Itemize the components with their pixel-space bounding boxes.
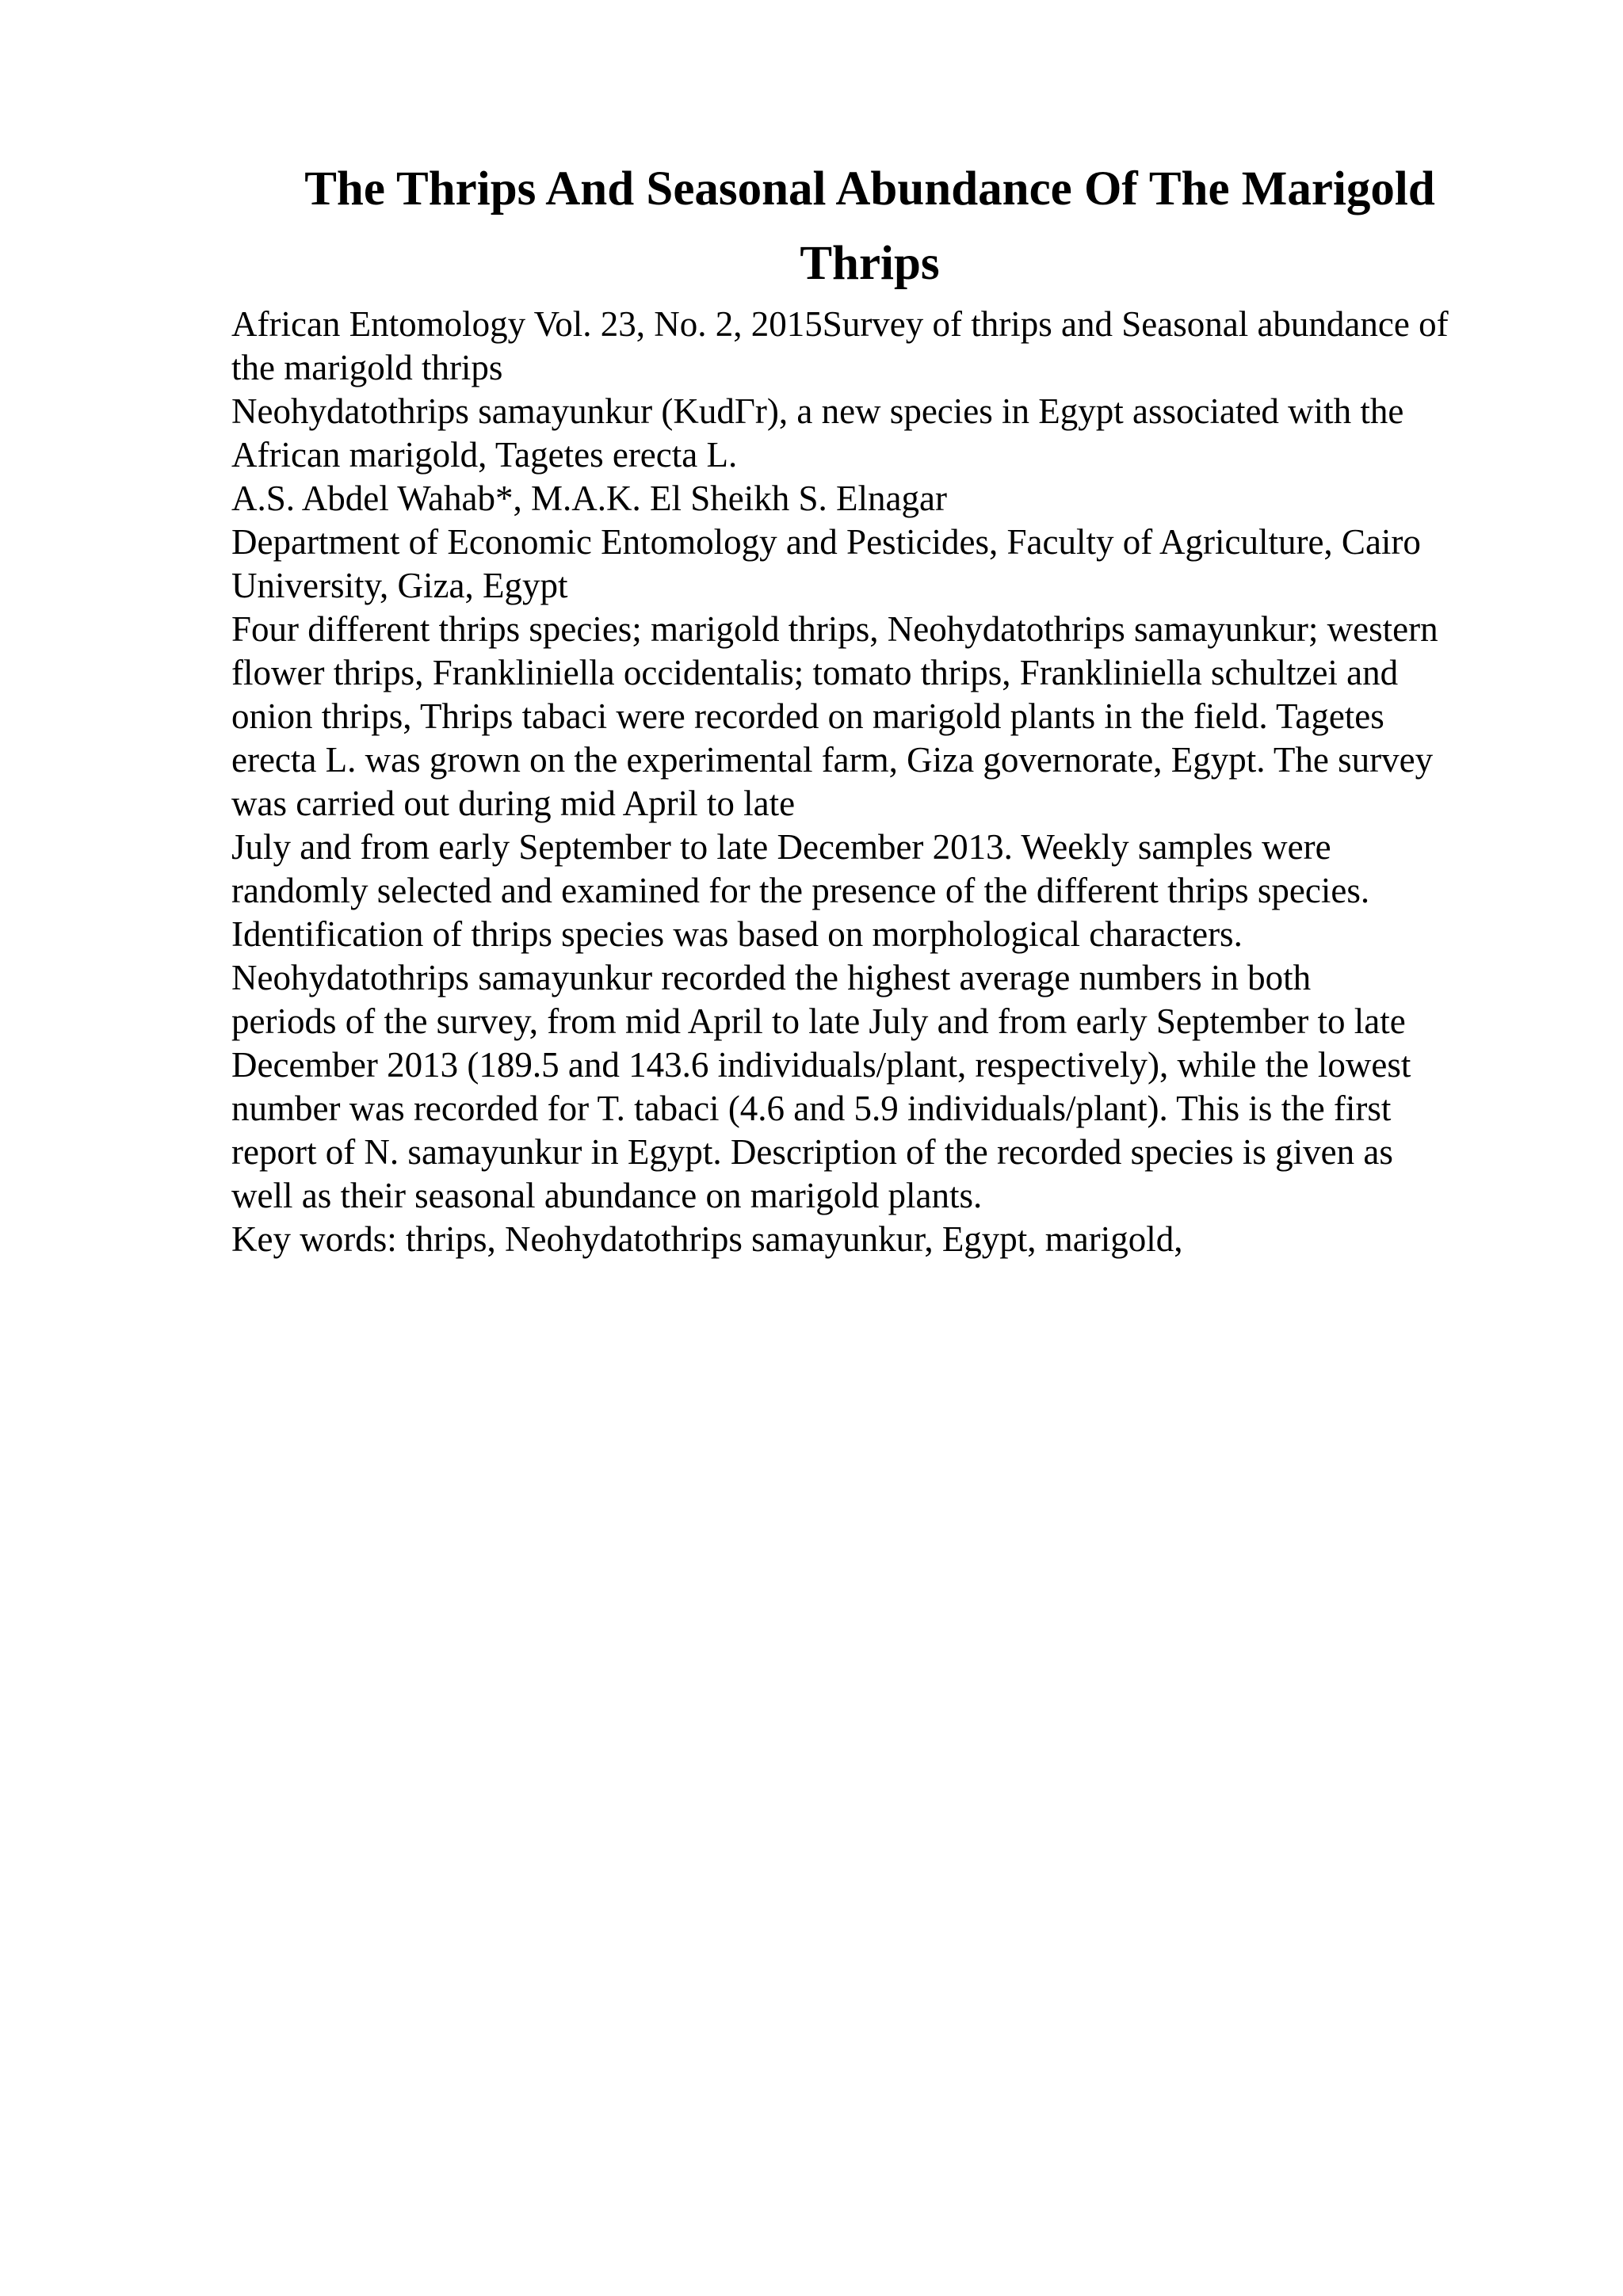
text-line: Four different thrips species; marigold thrips, Neohydatothrips samayunkur; western [231,609,1438,649]
text-line: Neohydatothrips samayunkur recorded the highest average numbers in both [231,958,1312,997]
text-line: Neohydatothrips samayunkur (KudΓr), a new species in Egypt associated with the [231,391,1404,431]
text-line: July and from early September to late December 2013. Weekly samples were [231,827,1331,867]
text-line: Identification of thrips species was based on morphological characters. [231,914,1243,954]
text-line: Department of Economic Entomology and Pesticides, Faculty of Agriculture, Cairo [231,522,1421,562]
text-line: A.S. Abdel Wahab*, M.A.K. El Sheikh S. Elnagar [231,479,947,518]
text-line: African marigold, Tagetes erecta L. [231,435,738,475]
keywords-line: Key words: thrips, Neohydatothrips samayunkur, Egypt, marigold, [231,1219,1183,1259]
text-line: University, Giza, Egypt [231,566,568,605]
text-line: randomly selected and examined for the presence of the different thrips species. [231,871,1370,910]
text-line: was carried out during mid April to late [231,784,796,823]
text-line: periods of the survey, from mid April to late July and from early September to late [231,1001,1406,1041]
text-line: flower thrips, Frankliniella occidentalis; tomato thrips, Frankliniella schultzei and [231,653,1399,692]
text-line: onion thrips, Thrips tabaci were recorded on marigold plants in the field. Tagetes [231,696,1384,736]
text-line: well as their seasonal abundance on marigold plants. [231,1176,983,1215]
text-line: erecta L. was grown on the experimental farm, Giza governorate, Egypt. The survey [231,740,1434,780]
text-line: African Entomology Vol. 23, No. 2, 2015Survey of thrips and Seasonal abundance of [231,304,1449,344]
document-body [231,303,1515,1261]
page-title: The Thrips And Seasonal Abundance Of The Marigold Thrips [304,162,1435,290]
text-line: number was recorded for T. tabaci (4.6 and 5.9 individuals/plant). This is the first [231,1089,1392,1128]
text-line: December 2013 (189.5 and 143.6 individuals/plant, respectively), while the lowest [231,1045,1411,1085]
text-line: report of N. samayunkur in Egypt. Description of the recorded species is given as [231,1132,1393,1172]
text-line: the marigold thrips [231,348,503,387]
